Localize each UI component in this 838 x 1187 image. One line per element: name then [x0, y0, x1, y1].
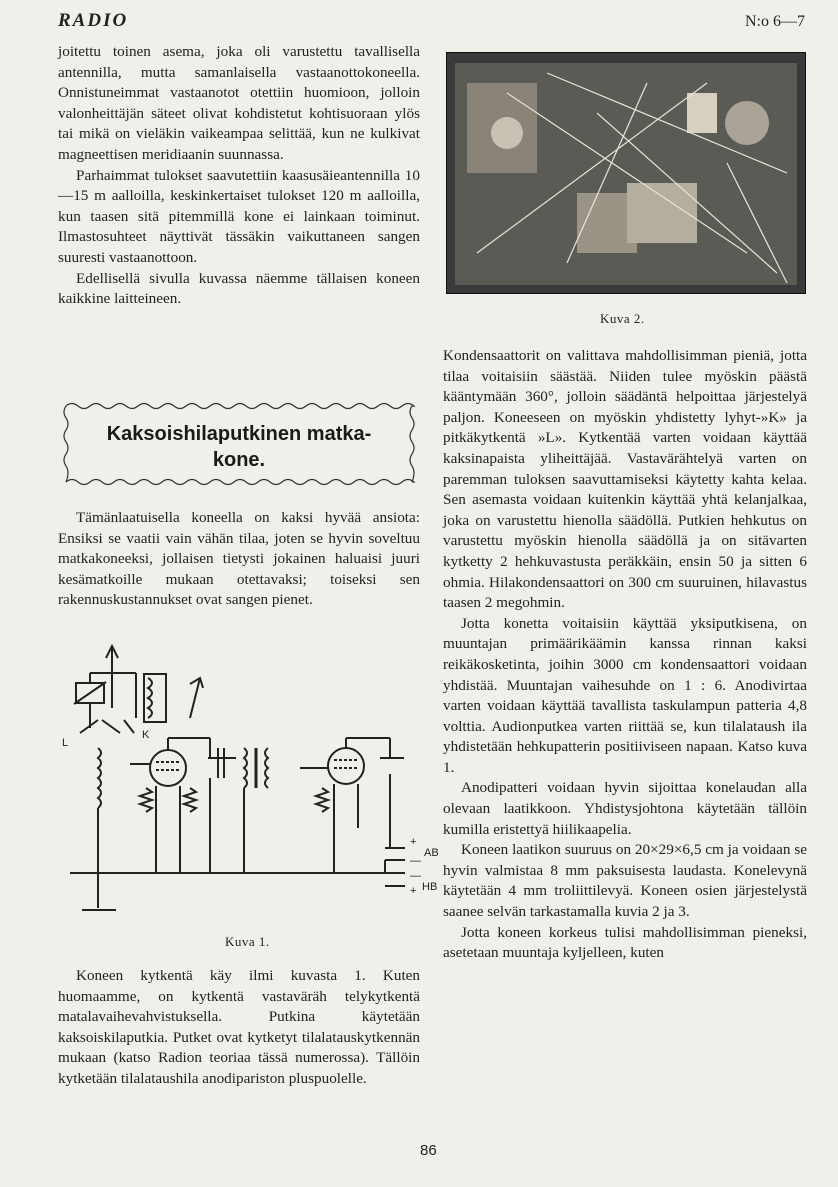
paragraph: Edellisellä sivulla kuvassa näemme tällaisen koneen kaikkine laitteineen. [58, 269, 420, 308]
paragraph: Jotta konetta voitaisiin käyttää yksiputkisena, on muuntajan primäärikäämin kanssa rinnan kaksi reikäkosketinta, joihin 3000 cm kondensaattori voidaan yhdistää. Muuntajan vaihesuhde on 1 : 6. Anodivirtaa varten voidaan käyttää tavallista taskulampun patteria 4,8 volttia. Audionputkea varten riittää se, kun tilalataush ila yhdistetään hehkupatterin positiiviseen napaan. Katso kuva 1. [443, 614, 807, 776]
running-head-title: RADIO [58, 10, 129, 31]
device-interior-illustration [447, 53, 805, 293]
paragraph: joitettu toinen asema, joka oli varustettu tavallisella antennilla, mutta samanlaisella vastaanottokoneella. Onnistuneimmat vastaanotot otettiin huomioon, jolloin valonheittäjän säteet olivat kohdistetut kohtisuoraan ylös tai mikä on vieläkin vaikeampaa selittää, kun ne kulkivat magneettisen meridiaanin suunnassa. [58, 43, 420, 163]
paragraph: Koneen kytkentä käy ilmi kuvasta 1. Kuten huomaamme, on kytkentä vastaväräh telykytkentä matalavaihevahvistuksella. Putkina käytetään kaksoiskilaputkia. Putket ovat kytketyt tilalatauskytkennän mukaan (katso Radion teoriaa tässä numerossa). Tällöin kytketään tilalataushila anodipariston pluspuolelle. [58, 967, 420, 1087]
left-column-middle [58, 508, 420, 611]
page-number: 86 [420, 1142, 437, 1159]
paragraph: Parhaimmat tulokset saavutettiin kaasusäieantennilla 10—15 m aalloilla, keskinkertaiset tulokset 120 m aalloilla, kun taasen sitä pitemmillä kone ei lainkaan toiminut. Ilmastosuhteet näyttivät tässäkin vaikuttaneen sangen suuresti vastaanottoon. [58, 166, 420, 266]
right-column [443, 346, 807, 964]
issue-number: N:o 6—7 [745, 13, 805, 30]
figure-2-photo [446, 52, 806, 294]
section-heading-frame [62, 400, 416, 488]
paragraph: Jotta koneen korkeus tulisi mahdollisimman pieneksi, asetetaan muuntaja kyljelleen, kuten [443, 923, 807, 962]
left-column-bottom [58, 966, 420, 1090]
circuit-label-l: L [62, 737, 69, 749]
circuit-label-plus: + [410, 885, 417, 897]
circuit-diagram [60, 638, 440, 938]
paragraph: Koneen laatikon suuruus on 20×29×6,5 cm ja voidaan se hyvin valmistaa 8 mm paksuisesta laudasta. Konelevynä käytetään 4 mm troliittilevyä. Koneen osien järjestelystä saanee selvän tarkastamalla kuvia 2 ja 3. [443, 841, 807, 921]
paragraph: Anodipatteri voidaan hyvin sijoittaa konelaudan alla olevaan laatikkoon. Yhdistysjohtona käytetään tällöin kumilla eristettyä hiilikaapelia. [443, 779, 807, 838]
heading-line: kone. [212, 449, 266, 471]
left-column-top [58, 42, 420, 310]
paragraph: Kondensaattorit on valittava mahdollisimman pieniä, jotta tilaa voitaisiin säästää. Niiden tulee myöskin päästä kääntymään 360°, jolloin säädäntä helpoittaa järjestelyä paljon. Koneeseen on myöskin yhdistetty lyhyt-»K» ja pitkäkytkentä »L». Kytkentää varten voidaan käyttää kaksinapaista yliheittäjää. Vastavärähtelyä varten on paremman tuloksen saavuttamiseksi käytetty kahta kelaa. Sen asemasta voidaan kuitenkin käyttää yhtä kelanjalkaa, joka on varustettu hienolla säädöllä. Putkien hehkutus on varustettu myöskin hienolla säädöllä ja on sitävarten kytketty 2 hehkuvastusta peräkkäin, ensin 50 ja sitten 6 ohmia. Hilakondensaattori on 300 cm suuruinen, hilavastus taasen 2 megohmin. [443, 347, 807, 612]
figure-2-caption: Kuva 2. [600, 311, 645, 326]
circuit-label-minus: — [410, 870, 421, 882]
section-heading [62, 421, 416, 473]
circuit-label-plus: + [410, 836, 417, 848]
paragraph: Tämänlaatuisella koneella on kaksi hyvää ansiota: Ensiksi se vaatii vain vähän tilaa, joten se hyvin soveltuu matkakoneeksi, jollaisen tietysti jokainen haluaisi juuri kesämatkoille mukaan otettavaksi; toiseksi sen rakennuskustannukset ovat sangen pienet. [58, 509, 420, 609]
circuit-label-minus: — [410, 855, 421, 867]
heading-line: Kaksoishilaputkinen matka- [106, 423, 372, 445]
figure-1-caption: Kuva 1. [225, 934, 270, 949]
circuit-label-hb: HB [422, 881, 438, 893]
circuit-label-ab: AB [424, 847, 439, 859]
circuit-label-k: K [142, 729, 150, 741]
